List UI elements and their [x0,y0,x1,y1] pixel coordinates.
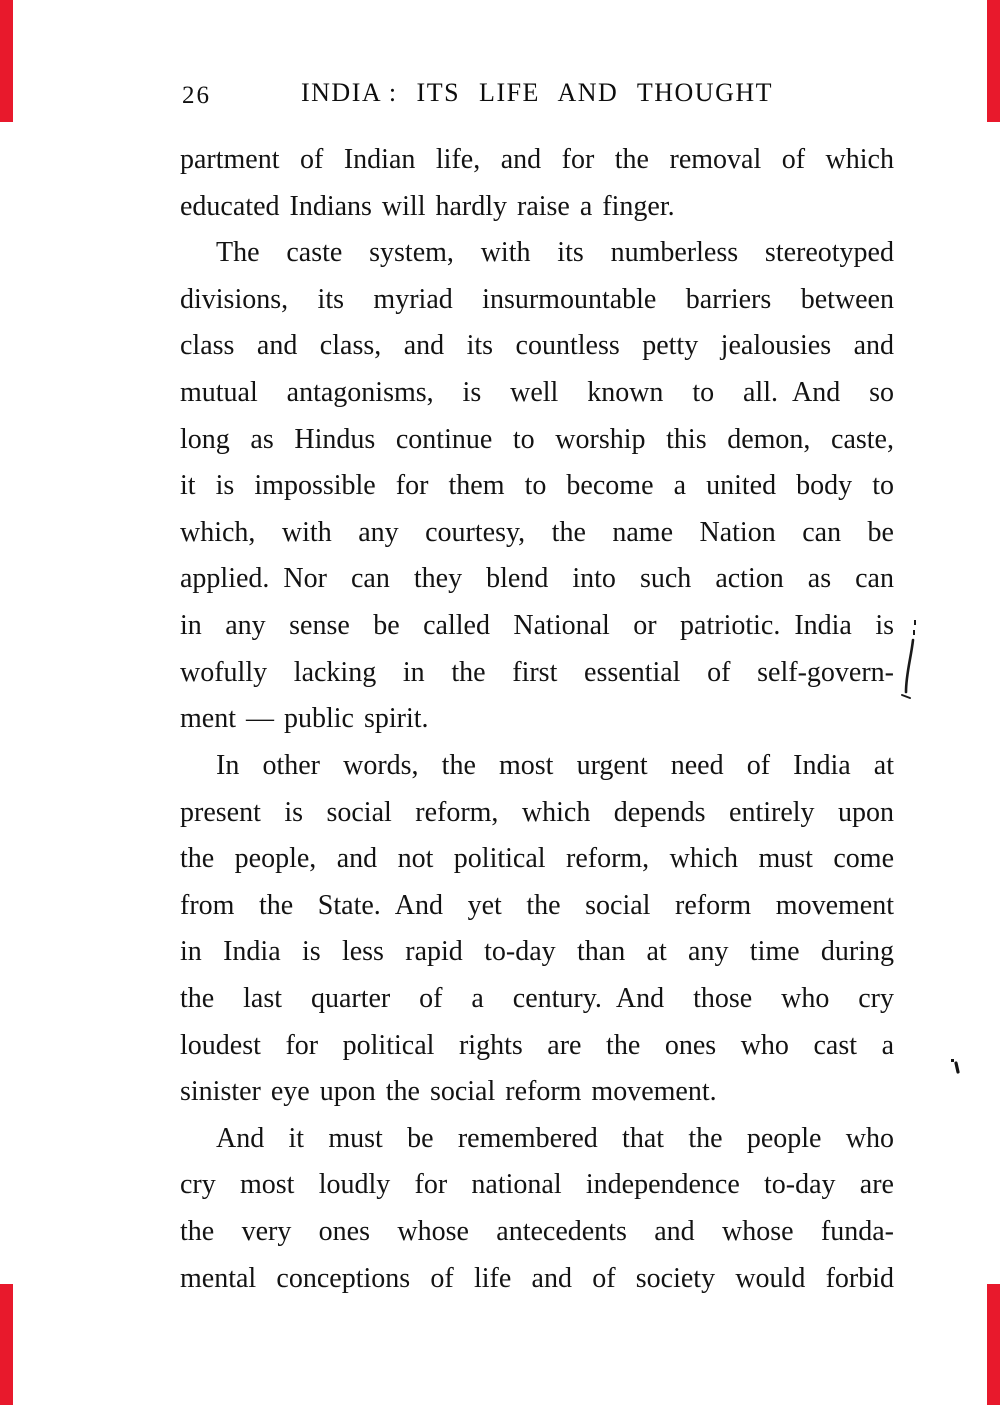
text-line: long as Hindus continue to worship this demon, caste, [180,423,894,455]
text-line: in India is less rapid to-day than at any time during [180,936,894,968]
text-line: from the State. And yet the social reform movement [180,889,894,921]
text-line: ment — public spirit. [180,703,429,735]
text-line: partment of Indian life, and for the removal of which [180,144,894,175]
red-edge-bar-bottom-left [0,1284,13,1405]
text-line: present is social reform, which depends entirely upon [180,796,894,828]
text-line: the very ones whose antecedents and whose funda- [180,1216,894,1248]
text-line: mental conceptions of life and of society would forbid [180,1262,894,1294]
text-line: sinister eye upon the social reform movement. [180,1076,717,1108]
text-line: the people, and not political reform, which must come [180,843,894,875]
handwritten-margin-stroke [898,616,924,710]
body-text [180,137,894,1302]
red-edge-bar-bottom-right [987,1284,1000,1405]
text-line: loudest for political rights are the ones who cast a [180,1029,894,1061]
text-line: class and class, and its countless petty jealousies and [180,330,894,362]
text-line: the last quarter of a century. And those who cry [180,982,894,1014]
text-line: wofully lacking in the first essential of self-govern- [180,656,894,688]
text-line: applied. Nor can they blend into such action as can [180,563,894,595]
text-line: in any sense be called National or patriotic. India is [180,610,894,642]
text-line: it is impossible for them to become a united body to [180,470,894,502]
text-line: And it must be remembered that the people who [216,1122,894,1154]
red-edge-bar-top-left [0,0,13,122]
ink-speck [948,1056,964,1076]
running-header-title: INDIA : ITS LIFE AND THOUGHT [300,78,774,107]
text-line: divisions, its myriad insurmountable barriers between [180,283,894,315]
page-header [180,78,894,118]
text-line: In other words, the most urgent need of India at [216,749,894,781]
red-edge-bar-top-right [987,0,1000,122]
text-line: educated Indians will hardly raise a finger. [180,190,675,222]
text-line: mutual antagonisms, is well known to all. And so [180,377,894,409]
page-number: 26 [182,82,211,109]
text-line: cry most loudly for national independence to-day are [180,1169,894,1201]
text-line: The caste system, with its numberless stereotyped [216,237,894,269]
text-line: which, with any courtesy, the name Nation can be [180,516,894,548]
